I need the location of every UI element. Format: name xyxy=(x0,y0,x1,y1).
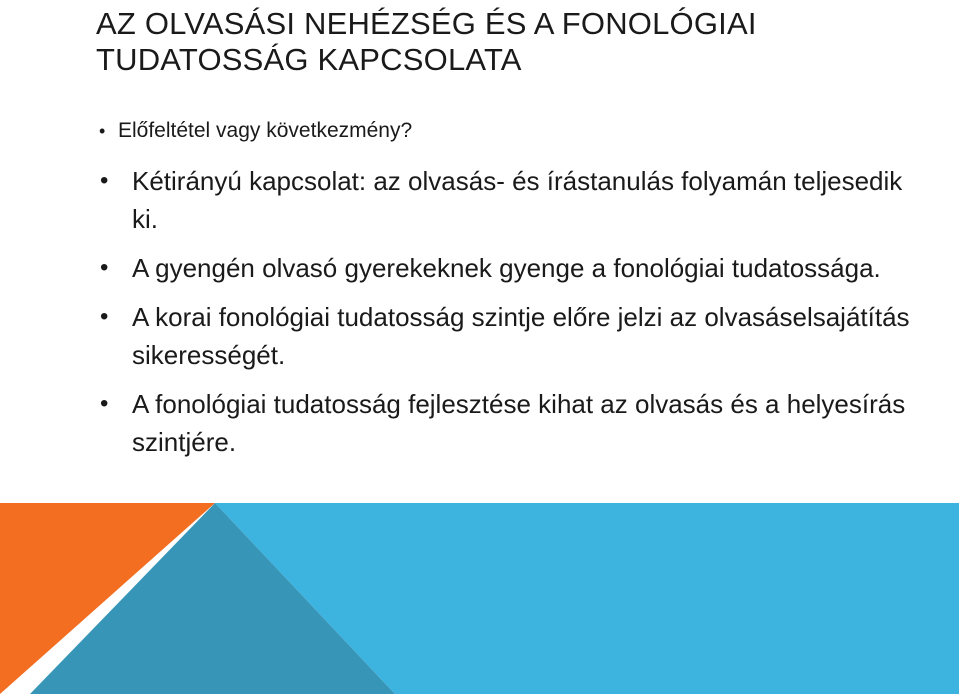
bullet-item: • Kétirányú kapcsolat: az olvasás- és írástanulás folyamán teljesedik ki. xyxy=(96,162,916,238)
bullet-item: • Előfeltétel vagy következmény? xyxy=(96,118,916,144)
bullet-list xyxy=(96,118,916,472)
decorative-footer-shapes xyxy=(0,503,959,694)
bullet-item: • A gyengén olvasó gyerekeknek gyenge a fonológiai tudatossága. xyxy=(96,249,916,287)
bullet-item: • A fonológiai tudatosság fejlesztése kihat az olvasás és a helyesírás szintjére. xyxy=(96,385,916,461)
bullet-item: • A korai fonológiai tudatosság szintje előre jelzi az olvasáselsajátítás sikerességét. xyxy=(96,298,916,374)
slide-title: AZ OLVASÁSI NEHÉZSÉG ÉS A FONOLÓGIAI TUDATOSSÁG KAPCSOLATA xyxy=(96,6,757,77)
